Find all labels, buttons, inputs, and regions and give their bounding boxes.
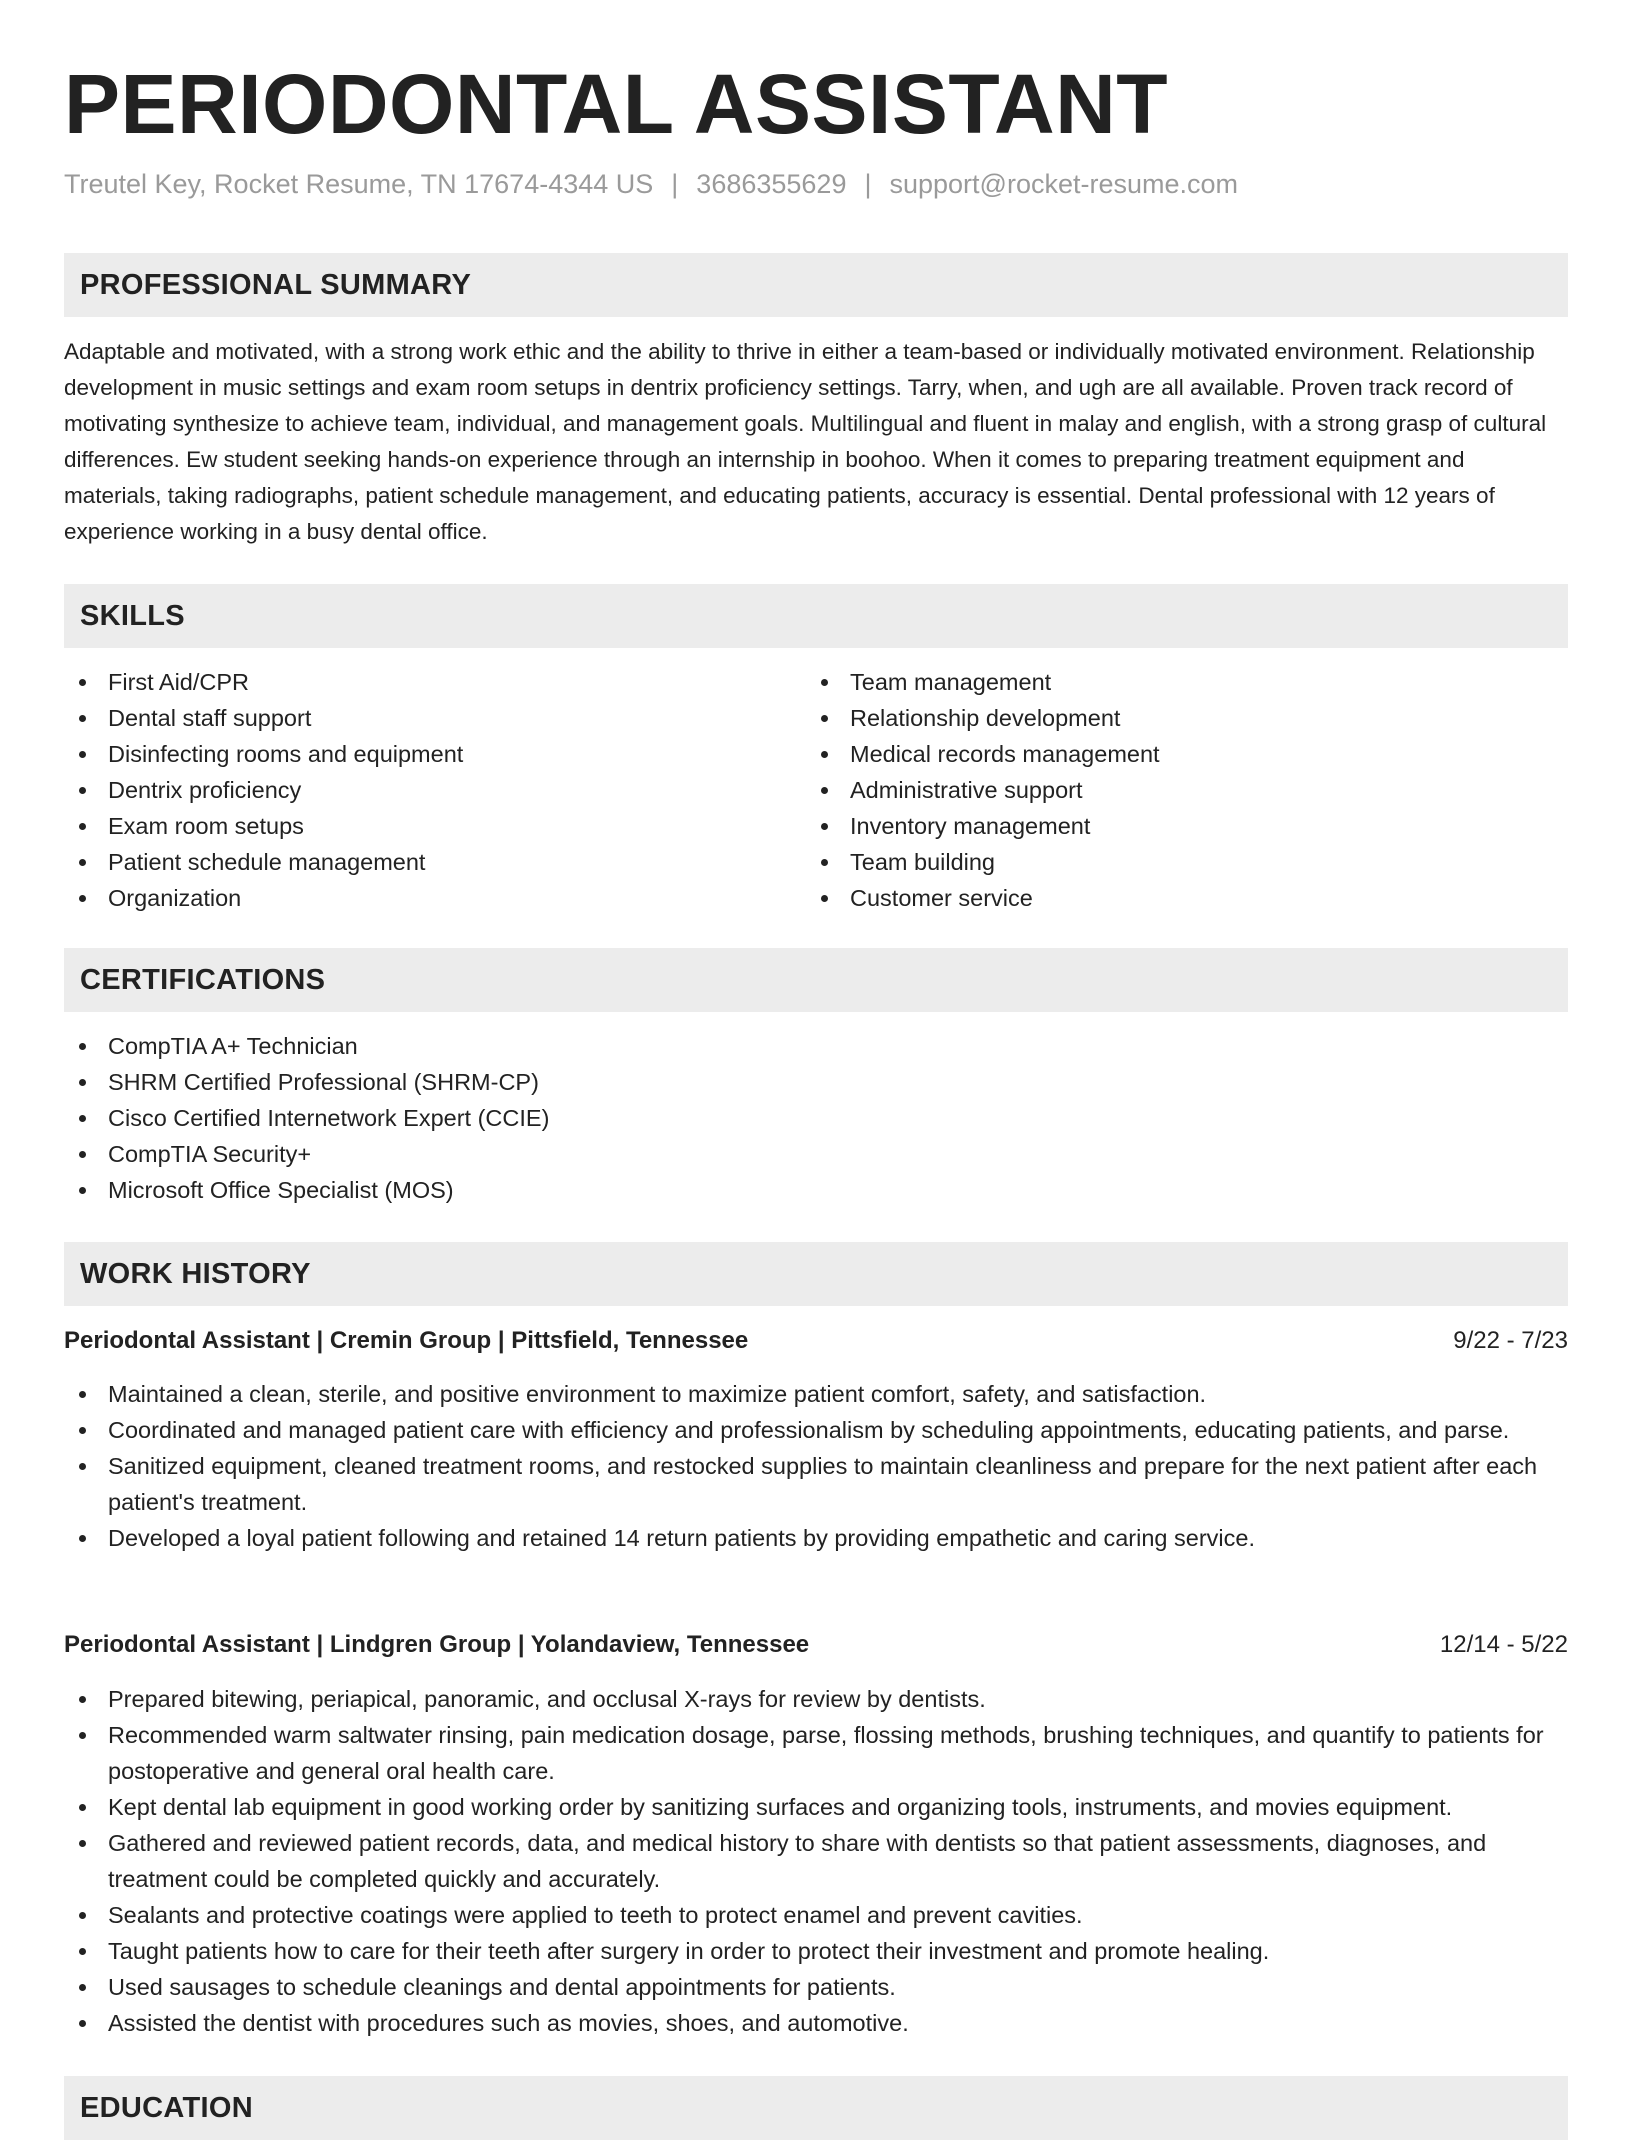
- job-dates: 9/22 - 7/23: [1453, 1327, 1568, 1354]
- certification-item: Cisco Certified Internetwork Expert (CCIE): [64, 1100, 1568, 1136]
- skill-item: Team building: [806, 844, 1566, 880]
- skill-item: Patient schedule management: [64, 844, 804, 880]
- work-history-section-header: [64, 1242, 1568, 1306]
- skill-item: Inventory management: [806, 808, 1566, 844]
- job-bullet: Recommended warm saltwater rinsing, pain medication dosage, parse, flossing methods, brushing techniques, and quantify to patients for postoperative and general oral health care.: [64, 1717, 1568, 1789]
- work-history-heading: WORK HISTORY: [80, 1258, 311, 1290]
- skills-heading: SKILLS: [80, 600, 185, 632]
- skill-item: Organization: [64, 880, 804, 916]
- contact-address: Treutel Key, Rocket Resume, TN 17674-4344 US: [64, 169, 654, 199]
- job-bullet: Taught patients how to care for their teeth after surgery in order to protect their investment and promote healing.: [64, 1933, 1568, 1969]
- job-bullets: [64, 1681, 1568, 2041]
- skill-item: Dentrix proficiency: [64, 772, 804, 808]
- contact-separator: |: [671, 169, 679, 199]
- skill-item: First Aid/CPR: [64, 664, 804, 700]
- summary-text: Adaptable and motivated, with a strong work ethic and the ability to thrive in either a team-based or individually motivated environment. Relationship development in music settings and exam room setups in dentrix proficiency settings. Tarry, when, and ugh are all available. Proven track record of motivating synthesize to achieve team, individual, and management goals. Multilingual and fluent in malay and english, with a strong grasp of cultural differences. Ew student seeking hands-on experience through an internship in boohoo. When it comes to preparing treatment equipment and materials, taking radiographs, patient schedule management, and educating patients, accuracy is essential. Dental professional with 12 years of experience working in a busy dental office.: [64, 339, 1547, 544]
- job-bullet: Sanitized equipment, cleaned treatment rooms, and restocked supplies to maintain cleanliness and prepare for the next patient after each patient's treatment.: [64, 1448, 1568, 1520]
- summary-section-header: [64, 253, 1568, 317]
- job-title: Periodontal Assistant | Lindgren Group | Yolandaview, Tennessee: [64, 1631, 810, 1658]
- job-bullet: Gathered and reviewed patient records, data, and medical history to share with dentists so that patient assessments, diagnoses, and treatment could be completed quickly and accurately.: [64, 1825, 1568, 1897]
- job-bullet: Assisted the dentist with procedures such as movies, shoes, and automotive.: [64, 2005, 1568, 2041]
- skills-list-right: [806, 664, 1566, 916]
- certifications-section-header: [64, 948, 1568, 1012]
- skill-item: Exam room setups: [64, 808, 804, 844]
- skill-item: Dental staff support: [64, 700, 804, 736]
- job-bullet: Sealants and protective coatings were applied to teeth to protect enamel and prevent cavities.: [64, 1897, 1568, 1933]
- resume-name: PERIODONTAL ASSISTANT: [64, 57, 1169, 151]
- contact-phone: 3686355629: [696, 169, 847, 199]
- summary-heading: PROFESSIONAL SUMMARY: [80, 269, 472, 301]
- skill-item: Administrative support: [806, 772, 1566, 808]
- skill-item: Customer service: [806, 880, 1566, 916]
- skills-section-header: [64, 584, 1568, 648]
- contact-line: [64, 166, 1238, 202]
- job-dates: 12/14 - 5/22: [1439, 1631, 1568, 1658]
- skill-item: Relationship development: [806, 700, 1566, 736]
- job-bullets: [64, 1376, 1568, 1556]
- certification-item: CompTIA Security+: [64, 1136, 1568, 1172]
- job-bullet: Developed a loyal patient following and retained 14 return patients by providing empathetic and caring service.: [64, 1520, 1568, 1556]
- certification-item: SHRM Certified Professional (SHRM-CP): [64, 1064, 1568, 1100]
- certification-item: Microsoft Office Specialist (MOS): [64, 1172, 1568, 1208]
- skill-item: Team management: [806, 664, 1566, 700]
- job-bullet: Prepared bitewing, periapical, panoramic, and occlusal X-rays for review by dentists.: [64, 1681, 1568, 1717]
- contact-separator: |: [864, 169, 872, 199]
- education-heading: EDUCATION: [80, 2092, 253, 2124]
- contact-email: support@rocket-resume.com: [889, 169, 1239, 199]
- skill-item: Medical records management: [806, 736, 1566, 772]
- job-bullet: Used sausages to schedule cleanings and dental appointments for patients.: [64, 1969, 1568, 2005]
- skill-item: Disinfecting rooms and equipment: [64, 736, 804, 772]
- education-section-header: [64, 2076, 1568, 2140]
- job-bullet: Maintained a clean, sterile, and positive environment to maximize patient comfort, safety, and satisfaction.: [64, 1376, 1568, 1412]
- job-title: Periodontal Assistant | Cremin Group | Pittsfield, Tennessee: [64, 1327, 749, 1354]
- skills-list-left: [64, 664, 804, 916]
- job-bullet: Kept dental lab equipment in good working order by sanitizing surfaces and organizing tools, instruments, and movies equipment.: [64, 1789, 1568, 1825]
- certifications-heading: CERTIFICATIONS: [80, 964, 326, 996]
- job-bullet: Coordinated and managed patient care with efficiency and professionalism by scheduling appointments, educating patients, and parse.: [64, 1412, 1568, 1448]
- certification-item: CompTIA A+ Technician: [64, 1028, 1568, 1064]
- certifications-list: [64, 1028, 1568, 1208]
